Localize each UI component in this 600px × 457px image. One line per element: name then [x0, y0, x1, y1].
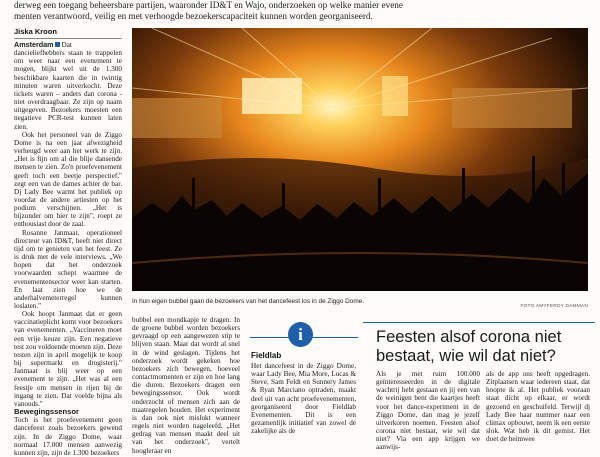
quote-column-b — [486, 370, 590, 443]
sidebar-paragraph: Het dancefeest in de Ziggo Dome, waar Lady Bee, Mia More, Lucas & Steve, Sam Feldt en Sunnery James & Ryan Marciano optraden, maakt deel uit van acht proefevenementen, georganiseerd door Fieldlab Evenementen. Dit is een gezamenlijk initiatief van zowel de zakelijke als de — [251, 362, 356, 436]
sidebar-text — [251, 362, 356, 435]
quote-text-a: Als je met ruim 100.000 geïnteresseerden in de digitale wachtrij hebt gestaan en jij een van de weinigen bent die kaartjes heeft voor het dance-experiment in de Ziggo Dome, dan mag je jezelf uitverkoren noemen. Feesten alsof corona niet bestaat, wie wil dat niet? Via een app krijgen we aanwijs- — [376, 370, 480, 452]
intro-line-2: menten verantwoord, veilig en met verhoogde bezoekerscapaciteit kunnen worden georganiseerd. — [14, 11, 373, 21]
quote-column-a — [376, 370, 480, 452]
info-icon: i — [288, 322, 313, 347]
quote-top-rule — [363, 322, 595, 324]
article-column-1 — [14, 41, 122, 457]
column-2-text: bubbel een mondkapje te dragen. In de groene bubbel worden bezoekers gevraagd op een aangewezen stip te blijven staan. Maar dat wordt al snel in de wind geslagen. Tijdens het onderzoek wordt gekeken hoe bezoekers zich bewegen, hoeveel contactmomenten er zijn en hoe lang die duren. Bezoekers dragen een bewegingssensor. Ook wordt onderzocht of mensen zich aan de maatregelen houden. Het experiment is dan ook niet mislukt wanneer regels niet worden nageleefd. „Het gedrag van mensen maakt deel uit van het onderzoek", vertelt hoogleraar en — [132, 316, 240, 455]
concert-photo-image — [132, 28, 588, 291]
author-byline: Jiska Kroon — [14, 27, 122, 39]
quote-headline: Feesten alsof corona niet bestaat, wie wil dat niet? — [376, 328, 562, 365]
paragraph-3: Rosanne Janmaat, operationeel directeur van ID&T, heeft niet direct tijd om te genieten van het feest. Ze is druk met de vele interviews. „We hopen dat het onderzoek voorwaarden schept waarmee de evenementensector weer kan starten. En laat zien hoe we de anderhalvemeterregel kunnen loslaten." — [14, 228, 122, 310]
dateline: Amsterdam — [14, 40, 54, 49]
subheading: Bewegingssensor — [14, 407, 79, 417]
photo-credit: FOTO AMYFERDY DAMMAN — [520, 304, 588, 309]
paragraph-1 — [14, 41, 122, 131]
intro-text — [14, 0, 574, 22]
photo-caption: In hun eigen bubbel gaan de bezoekers van het dancefeest los in de Ziggo Dome. — [132, 298, 365, 305]
quote-text-b: als de app ons heeft opgedragen. Zitplaatsen waar iedereen staat, dat hoopte ik al. Het publiek vooraan staat dicht op elkaar, er wordt gezoend en geschuifeld. Terwijl dj Lady Bee haar nummer naar een climax opbouwt, neem ik een eerste slok. Wat heb ik dit gemist. Het doet de heimwee — [486, 370, 590, 444]
paragraph-5: Toch is het proefevenement geen dancefeest zoals bezoekers gewend zijn. In de Ziggo Dome, waar normaal 17.000 mensen aanwezig kunnen zijn, zijn de 1.300 bezoekers — [14, 416, 122, 457]
paragraph-4: Ook hoopt Janmaat dat er geen vaccinatieplicht komt voor bezoekers van evenementen. „Vaccineren moet een vrije keuze zijn. Een negatieve test zou voldoende moeten zijn. Deze testen zijn in april mogelijk te koop bij supermarkt en drogisterij." Janmaat is blij weer op een evenement te zijn. „Het was al een feestje om mensen in rijen bij de ingang te zien. Dat voelde bijna als vanouds." — [14, 310, 122, 408]
paragraph-2: Ook het personeel van de Ziggo Dome is na een jaar afwezigheid verheugd weer aan het werk te zijn. „Het is fijn om al die blije dansende mensen te zien. Zo'n proefevenement geeft toch een beetje perspectief," zegt een van de dames achter de bar. Dj Lady Bee warmt het publiek op voordat de andere artiesten op het podium verschijnen. „Het is bijzonder om hier te zijn", roept ze enthousiast door de zaal. — [14, 130, 122, 229]
concert-photo — [132, 28, 588, 291]
sidebar-title: Fieldlab — [251, 351, 282, 360]
dateline-square-icon — [55, 42, 60, 47]
article-column-2 — [132, 316, 240, 455]
intro-line-1: derweg een toegang beheersbare partijen, waaronder ID&T en Wajo, onderzoeken op welke manier evene — [14, 0, 403, 10]
paragraph-1-text: Dat dancieliefhebbers staan te trappelen om weer naar een evenement te mogen, blijkt wel uit de 1.300 beschikbare kaarten die in twintig minuten waren uitverkocht. Deze tickets waren – anders dan corona - niet overdraagbaar. Ze zijn op naam uitgegeven. Bezoekers moesten een negatieve PCR-test kunnen laten zien. — [14, 41, 122, 131]
